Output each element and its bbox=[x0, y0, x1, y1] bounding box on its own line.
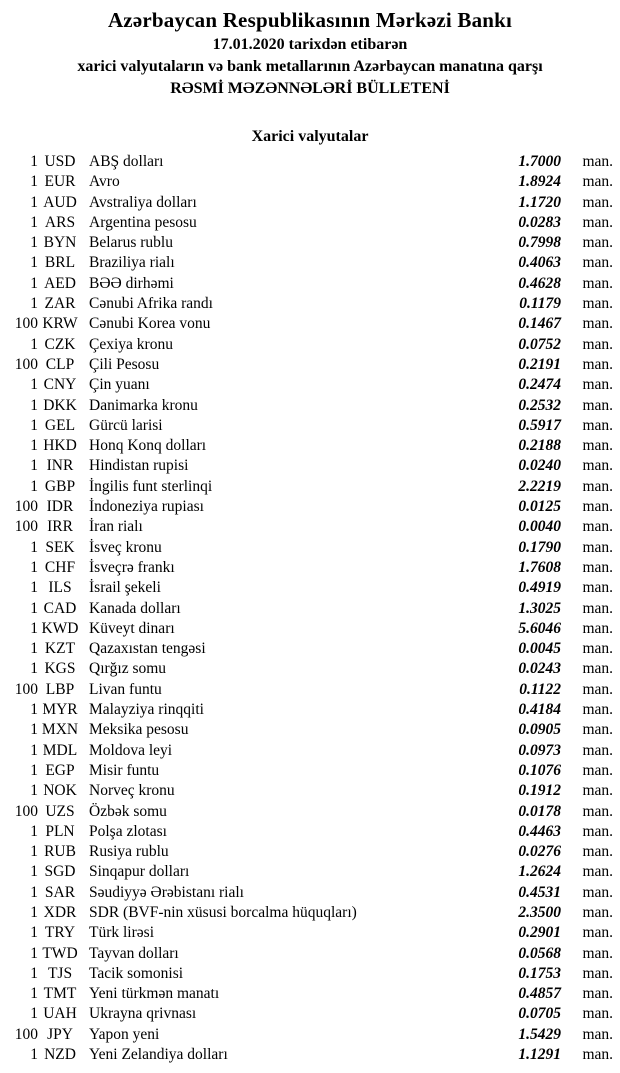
unit-cell: man. bbox=[582, 985, 613, 1003]
currency-name-cell: İsveçrə frankı bbox=[89, 558, 175, 576]
currency-name-cell: Gürcü larisi bbox=[89, 416, 163, 434]
bulletin-title-line: RƏSMİ MƏZƏNNƏLƏRİ BÜLLETENİ bbox=[170, 80, 450, 97]
quantity-cell: 1 bbox=[30, 579, 38, 597]
currency-name-cell: Cənubi Afrika randı bbox=[89, 295, 213, 313]
currency-code-cell: SAR bbox=[44, 883, 76, 901]
currency-name-cell: Belarus rublu bbox=[89, 234, 173, 252]
currency-row bbox=[0, 984, 620, 1004]
unit-cell: man. bbox=[582, 579, 613, 597]
currency-code-cell: BRL bbox=[44, 254, 76, 272]
currency-code-cell: KZT bbox=[44, 640, 76, 658]
currency-name-cell: Sinqapur dolları bbox=[89, 863, 190, 881]
currency-row bbox=[0, 680, 620, 700]
currency-name-cell: Tacik somonisi bbox=[89, 964, 184, 982]
currency-row bbox=[0, 294, 620, 314]
currency-row bbox=[0, 416, 620, 436]
unit-cell: man. bbox=[582, 213, 613, 231]
rate-cell: 1.1291 bbox=[518, 1046, 561, 1064]
currency-code-cell: UZS bbox=[45, 802, 75, 820]
currency-row bbox=[0, 213, 620, 233]
unit-cell: man. bbox=[582, 295, 613, 313]
unit-cell: man. bbox=[582, 193, 613, 211]
quantity-cell: 1 bbox=[30, 1005, 38, 1023]
currency-code-cell: JPY bbox=[47, 1025, 73, 1043]
rate-cell: 0.0905 bbox=[518, 721, 561, 739]
unit-cell: man. bbox=[582, 619, 613, 637]
currency-name-cell: Yapon yeni bbox=[89, 1025, 160, 1043]
rate-cell: 1.7608 bbox=[518, 558, 561, 576]
rate-cell: 0.2474 bbox=[518, 376, 561, 394]
quantity-cell: 1 bbox=[30, 295, 38, 313]
currency-code-cell: CZK bbox=[44, 335, 76, 353]
unit-cell: man. bbox=[582, 660, 613, 678]
currency-code-cell: XDR bbox=[43, 903, 77, 921]
rate-cell: 0.4628 bbox=[518, 274, 561, 292]
quantity-cell: 1 bbox=[30, 660, 38, 678]
quantity-cell: 1 bbox=[30, 599, 38, 617]
currency-name-cell: Danimarka kronu bbox=[89, 396, 198, 414]
quantity-cell: 1 bbox=[30, 558, 38, 576]
unit-cell: man. bbox=[582, 376, 613, 394]
quantity-cell: 1 bbox=[30, 741, 38, 759]
document-header bbox=[0, 0, 620, 100]
currency-code-cell: GEL bbox=[44, 416, 76, 434]
quantity-cell: 1 bbox=[30, 761, 38, 779]
currency-code-cell: CNY bbox=[43, 376, 77, 394]
currency-name-cell: İran rialı bbox=[89, 518, 143, 536]
unit-cell: man. bbox=[582, 254, 613, 272]
currency-row bbox=[0, 903, 620, 923]
currency-row bbox=[0, 274, 620, 294]
unit-cell: man. bbox=[582, 518, 613, 536]
currency-code-cell: ARS bbox=[44, 213, 76, 231]
quantity-cell: 1 bbox=[30, 903, 38, 921]
scope-line: xarici valyutaların və bank metallarının Azərbaycan manatına qarşı bbox=[77, 58, 543, 75]
unit-cell: man. bbox=[582, 477, 613, 495]
rate-cell: 0.0240 bbox=[518, 457, 561, 475]
rate-cell: 0.0568 bbox=[518, 944, 561, 962]
currency-name-cell: BƏƏ dirhəmi bbox=[89, 274, 174, 292]
rate-cell: 1.3025 bbox=[518, 599, 561, 617]
rate-cell: 0.4463 bbox=[518, 822, 561, 840]
unit-cell: man. bbox=[582, 437, 613, 455]
currency-name-cell: SDR (BVF-nin xüsusi borcalma hüquqları) bbox=[89, 903, 357, 921]
unit-cell: man. bbox=[582, 924, 613, 942]
quantity-cell: 100 bbox=[14, 315, 38, 333]
currency-code-cell: KWD bbox=[41, 619, 79, 637]
currency-row bbox=[0, 477, 620, 497]
currency-name-cell: Yeni Zelandiya dolları bbox=[89, 1046, 228, 1064]
currency-name-cell: İsrail şekeli bbox=[89, 579, 161, 597]
currency-row bbox=[0, 781, 620, 801]
unit-cell: man. bbox=[582, 721, 613, 739]
currency-row bbox=[0, 375, 620, 395]
quantity-cell: 1 bbox=[30, 274, 38, 292]
currency-row bbox=[0, 862, 620, 882]
currency-code-cell: IDR bbox=[46, 498, 74, 516]
currency-code-cell: CHF bbox=[44, 558, 76, 576]
unit-cell: man. bbox=[582, 153, 613, 170]
unit-cell: man. bbox=[582, 538, 613, 556]
currency-name-cell: Türk lirəsi bbox=[89, 924, 154, 942]
currency-row bbox=[0, 558, 620, 578]
quantity-cell: 1 bbox=[30, 538, 38, 556]
currency-code-cell: SGD bbox=[44, 863, 76, 881]
rate-cell: 0.0243 bbox=[518, 660, 561, 678]
rate-cell: 0.0040 bbox=[518, 518, 561, 536]
currency-name-cell: Misir funtu bbox=[89, 761, 160, 779]
currency-code-cell: TRY bbox=[44, 924, 76, 942]
quantity-cell: 1 bbox=[30, 782, 38, 800]
unit-cell: man. bbox=[582, 944, 613, 962]
unit-cell: man. bbox=[582, 782, 613, 800]
rate-cell: 0.1753 bbox=[518, 964, 561, 982]
quantity-cell: 1 bbox=[30, 213, 38, 231]
currency-code-cell: TWD bbox=[42, 944, 78, 962]
unit-cell: man. bbox=[582, 274, 613, 292]
currency-code-cell: KGS bbox=[44, 660, 76, 678]
currency-row bbox=[0, 436, 620, 456]
unit-cell: man. bbox=[582, 701, 613, 719]
quantity-cell: 1 bbox=[30, 437, 38, 455]
currency-name-cell: Çin yuanı bbox=[89, 376, 150, 394]
currency-row bbox=[0, 842, 620, 862]
currency-name-cell: Özbək somu bbox=[89, 802, 167, 820]
quantity-cell: 1 bbox=[30, 416, 38, 434]
unit-cell: man. bbox=[582, 964, 613, 982]
quantity-cell: 1 bbox=[30, 924, 38, 942]
currency-name-cell: Avro bbox=[89, 173, 120, 191]
currency-name-cell: Honq Konq dolları bbox=[89, 437, 207, 455]
quantity-cell: 100 bbox=[14, 518, 38, 536]
quantity-cell: 1 bbox=[30, 721, 38, 739]
currency-row bbox=[0, 355, 620, 375]
quantity-cell: 1 bbox=[30, 863, 38, 881]
currency-row bbox=[0, 335, 620, 355]
rate-cell: 1.8924 bbox=[518, 173, 561, 191]
quantity-cell: 1 bbox=[30, 964, 38, 982]
currency-row bbox=[0, 253, 620, 273]
currency-name-cell: Çexiya kronu bbox=[89, 335, 173, 353]
currency-name-cell: Çili Pesosu bbox=[89, 355, 160, 373]
unit-cell: man. bbox=[582, 822, 613, 840]
currency-code-cell: AUD bbox=[43, 193, 77, 211]
rate-cell: 1.2624 bbox=[518, 863, 561, 881]
currency-row bbox=[0, 741, 620, 761]
currency-row bbox=[0, 761, 620, 781]
exchange-rates-table bbox=[0, 152, 620, 1065]
currency-name-cell: Qazaxıstan tengəsi bbox=[89, 640, 206, 658]
quantity-cell: 100 bbox=[14, 355, 38, 373]
rate-cell: 0.4919 bbox=[518, 579, 561, 597]
currency-code-cell: RUB bbox=[44, 843, 76, 861]
unit-cell: man. bbox=[582, 741, 613, 759]
currency-row bbox=[0, 883, 620, 903]
unit-cell: man. bbox=[582, 903, 613, 921]
quantity-cell: 1 bbox=[30, 173, 38, 191]
currency-row bbox=[0, 1025, 620, 1045]
currency-name-cell: Avstraliya dolları bbox=[89, 193, 197, 211]
currency-name-cell: İndoneziya rupiası bbox=[89, 498, 204, 516]
currency-name-cell: Ukrayna qrivnası bbox=[89, 1005, 197, 1023]
currency-row bbox=[0, 1004, 620, 1024]
currency-row bbox=[0, 700, 620, 720]
currency-code-cell: DKK bbox=[43, 396, 77, 414]
currency-code-cell: CAD bbox=[43, 599, 77, 617]
currency-row bbox=[0, 1045, 620, 1065]
unit-cell: man. bbox=[582, 498, 613, 516]
quantity-cell: 100 bbox=[14, 680, 38, 698]
quantity-cell: 100 bbox=[14, 802, 38, 820]
unit-cell: man. bbox=[582, 457, 613, 475]
currency-row bbox=[0, 599, 620, 619]
quantity-cell: 1 bbox=[30, 396, 38, 414]
quantity-cell: 1 bbox=[30, 477, 38, 495]
currency-code-cell: GBP bbox=[44, 477, 76, 495]
currency-row bbox=[0, 314, 620, 334]
rate-cell: 0.0276 bbox=[518, 843, 561, 861]
unit-cell: man. bbox=[582, 234, 613, 252]
currency-name-cell: Livan funtu bbox=[89, 680, 162, 698]
quantity-cell: 1 bbox=[30, 254, 38, 272]
unit-cell: man. bbox=[582, 416, 613, 434]
quantity-cell: 1 bbox=[30, 944, 38, 962]
quantity-cell: 1 bbox=[30, 701, 38, 719]
currency-name-cell: İngilis funt sterlinqi bbox=[89, 477, 213, 495]
quantity-cell: 1 bbox=[30, 234, 38, 252]
currency-code-cell: USD bbox=[44, 153, 76, 170]
rate-cell: 0.0178 bbox=[518, 802, 561, 820]
currency-name-cell: Səudiyyə Ərəbistanı rialı bbox=[89, 883, 244, 901]
currency-name-cell: ABŞ dolları bbox=[89, 153, 164, 170]
currency-row bbox=[0, 578, 620, 598]
rate-cell: 0.1467 bbox=[518, 315, 561, 333]
currency-row bbox=[0, 639, 620, 659]
unit-cell: man. bbox=[582, 1046, 613, 1064]
currency-code-cell: EGP bbox=[45, 761, 75, 779]
quantity-cell: 1 bbox=[30, 153, 38, 170]
quantity-cell: 1 bbox=[30, 822, 38, 840]
rate-cell: 1.1720 bbox=[518, 193, 561, 211]
currency-name-cell: İsveç kronu bbox=[89, 538, 162, 556]
unit-cell: man. bbox=[582, 802, 613, 820]
currency-code-cell: AED bbox=[44, 274, 76, 292]
rate-cell: 0.4531 bbox=[518, 883, 561, 901]
unit-cell: man. bbox=[582, 883, 613, 901]
unit-cell: man. bbox=[582, 599, 613, 617]
rate-cell: 0.5917 bbox=[518, 416, 561, 434]
rate-cell: 0.2188 bbox=[518, 437, 561, 455]
rate-cell: 0.1122 bbox=[519, 680, 561, 698]
rate-cell: 0.1076 bbox=[518, 761, 561, 779]
currency-row bbox=[0, 193, 620, 213]
currency-name-cell: Qırğız somu bbox=[89, 660, 167, 678]
currency-row bbox=[0, 923, 620, 943]
currency-row bbox=[0, 456, 620, 476]
quantity-cell: 1 bbox=[30, 335, 38, 353]
currency-name-cell: Hindistan rupisi bbox=[89, 457, 189, 475]
currency-name-cell: Cənubi Korea vonu bbox=[89, 315, 211, 333]
currency-row bbox=[0, 233, 620, 253]
currency-code-cell: NOK bbox=[43, 782, 77, 800]
currency-row bbox=[0, 517, 620, 537]
currency-name-cell: Argentina pesosu bbox=[89, 213, 197, 231]
rate-cell: 0.0705 bbox=[518, 1005, 561, 1023]
unit-cell: man. bbox=[582, 558, 613, 576]
rate-cell: 0.4063 bbox=[518, 254, 561, 272]
effective-date-line: 17.01.2020 tarixdən etibarən bbox=[212, 36, 408, 53]
currency-code-cell: MXN bbox=[41, 721, 79, 739]
rate-cell: 0.2532 bbox=[518, 396, 561, 414]
currency-row bbox=[0, 619, 620, 639]
currency-name-cell: Polşa zlotası bbox=[89, 822, 167, 840]
rate-cell: 0.7998 bbox=[518, 234, 561, 252]
rate-cell: 1.5429 bbox=[518, 1025, 561, 1043]
unit-cell: man. bbox=[582, 315, 613, 333]
currency-code-cell: ILS bbox=[48, 579, 72, 597]
rate-cell: 0.2901 bbox=[518, 924, 561, 942]
rate-cell: 0.1912 bbox=[518, 782, 561, 800]
quantity-cell: 100 bbox=[14, 498, 38, 516]
currency-row bbox=[0, 964, 620, 984]
currency-name-cell: Moldova leyi bbox=[89, 741, 173, 759]
currency-name-cell: Yeni türkmən manatı bbox=[89, 985, 220, 1003]
currency-code-cell: MYR bbox=[42, 701, 78, 719]
currency-name-cell: Meksika pesosu bbox=[89, 721, 189, 739]
currency-code-cell: KRW bbox=[42, 315, 78, 333]
unit-cell: man. bbox=[582, 680, 613, 698]
currency-code-cell: LBP bbox=[45, 680, 75, 698]
rate-cell: 5.6046 bbox=[518, 619, 561, 637]
currency-name-cell: Küveyt dinarı bbox=[89, 619, 175, 637]
currency-code-cell: PLN bbox=[45, 822, 75, 840]
unit-cell: man. bbox=[582, 761, 613, 779]
rate-cell: 2.2219 bbox=[518, 477, 561, 495]
currency-code-cell: IRR bbox=[47, 518, 73, 536]
rate-cell: 1.7000 bbox=[518, 153, 561, 170]
quantity-cell: 1 bbox=[30, 619, 38, 637]
rate-cell: 0.0045 bbox=[518, 640, 561, 658]
quantity-cell: 1 bbox=[30, 193, 38, 211]
currency-row bbox=[0, 396, 620, 416]
unit-cell: man. bbox=[582, 1025, 613, 1043]
quantity-cell: 1 bbox=[30, 985, 38, 1003]
unit-cell: man. bbox=[582, 863, 613, 881]
quantity-cell: 100 bbox=[14, 1025, 38, 1043]
bank-name-title: Azərbaycan Respublikasının Mərkəzi Bankı bbox=[107, 8, 513, 32]
currency-name-cell: Braziliya rialı bbox=[89, 254, 175, 272]
rate-cell: 0.4184 bbox=[518, 701, 561, 719]
quantity-cell: 1 bbox=[30, 843, 38, 861]
currency-row bbox=[0, 497, 620, 517]
rate-cell: 0.1790 bbox=[518, 538, 561, 556]
rate-cell: 2.3500 bbox=[518, 903, 561, 921]
currency-code-cell: SEK bbox=[45, 538, 75, 556]
currency-code-cell: UAH bbox=[43, 1005, 77, 1023]
rate-cell: 0.4857 bbox=[518, 985, 561, 1003]
currency-code-cell: ZAR bbox=[44, 295, 76, 313]
unit-cell: man. bbox=[582, 173, 613, 191]
currency-code-cell: NZD bbox=[44, 1046, 76, 1064]
currency-code-cell: BYN bbox=[43, 234, 77, 252]
currency-row bbox=[0, 538, 620, 558]
currency-row bbox=[0, 822, 620, 842]
currency-row bbox=[0, 720, 620, 740]
currency-code-cell: EUR bbox=[44, 173, 76, 191]
rate-cell: 0.2191 bbox=[518, 355, 561, 373]
unit-cell: man. bbox=[582, 396, 613, 414]
currency-row bbox=[0, 944, 620, 964]
quantity-cell: 1 bbox=[30, 883, 38, 901]
unit-cell: man. bbox=[582, 843, 613, 861]
rate-cell: 0.0283 bbox=[518, 213, 561, 231]
currency-code-cell: MDL bbox=[42, 741, 78, 759]
currency-name-cell: Norveç kronu bbox=[89, 782, 175, 800]
quantity-cell: 1 bbox=[30, 376, 38, 394]
quantity-cell: 1 bbox=[30, 1046, 38, 1064]
currency-name-cell: Malayziya rinqqiti bbox=[89, 701, 204, 719]
rate-cell: 0.1179 bbox=[519, 295, 561, 313]
unit-cell: man. bbox=[582, 335, 613, 353]
quantity-cell: 1 bbox=[30, 457, 38, 475]
currency-name-cell: Kanada dolları bbox=[89, 599, 181, 617]
unit-cell: man. bbox=[582, 1005, 613, 1023]
currency-code-cell: TMT bbox=[43, 985, 77, 1003]
currency-row bbox=[0, 172, 620, 192]
rate-cell: 0.0973 bbox=[518, 741, 561, 759]
rate-cell: 0.0752 bbox=[518, 335, 561, 353]
rate-cell: 0.0125 bbox=[518, 498, 561, 516]
currency-code-cell: HKD bbox=[43, 437, 77, 455]
unit-cell: man. bbox=[582, 355, 613, 373]
currency-code-cell: TJS bbox=[47, 964, 73, 982]
unit-cell: man. bbox=[582, 640, 613, 658]
currency-code-cell: CLP bbox=[45, 355, 75, 373]
currency-row bbox=[0, 152, 620, 172]
currency-name-cell: Tayvan dolları bbox=[89, 944, 179, 962]
currency-row bbox=[0, 659, 620, 679]
currency-row bbox=[0, 802, 620, 822]
section-title-foreign-currencies: Xarici valyutalar bbox=[251, 128, 369, 145]
currency-code-cell: INR bbox=[46, 457, 74, 475]
quantity-cell: 1 bbox=[30, 640, 38, 658]
currency-name-cell: Rusiya rublu bbox=[89, 843, 169, 861]
